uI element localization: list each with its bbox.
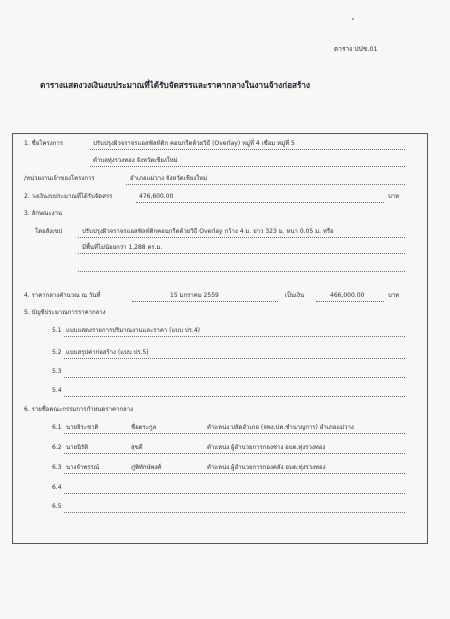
committee-num: 6.3 [52, 464, 62, 471]
median-price-date: 15 มกราคม 2559 [170, 292, 219, 299]
document-title: ตารางแสดงวงเงินงบประมาณที่ได้รับจัดสรรและราคากลางในงานจ้างก่อสร้าง [40, 80, 310, 90]
dotted-line [64, 493, 405, 494]
budget-unit: บาท [388, 193, 400, 200]
committee-num: 6.1 [52, 424, 62, 431]
committee-num: 6.2 [52, 444, 62, 451]
dotted-line [316, 301, 384, 302]
committee-last-name: สุขดี [131, 444, 143, 451]
committee-position: ตำแหน่ง ผู้อำนวยการกองคลัง อบต.ทุ่งรวงทอง [207, 464, 326, 471]
project-name-line1: ปรับปรุงผิวจราจรแอสฟัลท์ติก คอนกรีตด้วยวิธี (Overlay) หมู่ที่ 4 เชื่อม หมู่ที่ 5 [93, 140, 295, 147]
median-price-amount-label: เป็นเงิน [285, 292, 305, 299]
committee-num: 6.4 [52, 484, 62, 491]
committee-first-name: นางจำพรรณ์ [66, 464, 100, 471]
price-sources-label: 5. บัญชีประมาณการราคากลาง [24, 309, 106, 316]
project-name-line2: ตำบลทุ่งรวงทอง จังหวัดเชียงใหม่ [93, 157, 178, 164]
dotted-line [78, 253, 405, 254]
dotted-line [136, 202, 384, 203]
committee-label: 6. รายชื่อคณะกรรมการกำหนดราคากลาง [24, 406, 134, 413]
committee-first-name: นายจิระชาติ [66, 424, 99, 431]
committee-num: 6.5 [52, 503, 62, 510]
price-source-text: แบบสรุปค่าก่อสร้าง (แบบ ปร.5) [66, 349, 149, 356]
committee-position: ตำแหน่ง ปลัดอำเภอ (จพง.ปค.ชำนาญการ) อำเภอแม่วาง [207, 424, 354, 431]
price-source-num: 5.4 [52, 387, 62, 394]
dotted-line [78, 237, 405, 238]
scan-speck [352, 18, 354, 20]
dotted-line [64, 336, 405, 337]
dotted-line [90, 149, 405, 150]
dotted-line [64, 473, 405, 474]
price-source-num: 5.2 [52, 349, 62, 356]
price-source-num: 5.1 [52, 327, 62, 334]
median-price-unit: บาท [388, 292, 400, 299]
committee-last-name: ภู่พิทักษ์พงศ์ [131, 464, 162, 471]
dotted-line [64, 377, 405, 378]
characteristics-line1: ปรับปรุงผิวจราจรแอสฟัลท์ติกคอนกรีตด้วยวิธี Overlay กว้าง 4 ม. ยาว 323 ม. หนา 0.05 ม. หรือ [82, 228, 334, 235]
dotted-line [64, 433, 405, 434]
median-price-amount: 466,000.00 [330, 292, 365, 299]
agency-value: อำเภอแม่วาง จังหวัดเชียงใหม่ [130, 175, 208, 182]
budget-value: 476,600.00 [139, 193, 174, 200]
dotted-line [78, 271, 405, 272]
agency-label: /หน่วยงานเจ้าของโครงการ [24, 175, 95, 182]
project-name-label: 1. ชื่อโครงการ [24, 140, 63, 147]
median-price-label: 4. ราคากลางคำนวณ ณ วันที่ [24, 292, 101, 299]
form-code: ตาราง ปปช.01 [334, 45, 378, 53]
price-source-text: แบบแสดงรายการปริมาณงานและราคา (แบบ ปร.4) [66, 327, 200, 334]
budget-label: 2. วงเงินงบประมาณที่ได้รับจัดสรร [24, 193, 113, 200]
committee-last-name: ชื่อตระกูล [131, 424, 157, 431]
characteristics-line2: มีพื้นที่ไม่น้อยกว่า 1,288 ตร.ม. [82, 244, 163, 251]
committee-position: ตำแหน่ง ผู้อำนวยการกองช่าง อบต.ทุ่งรวงทอง [207, 444, 326, 451]
dotted-line [90, 166, 405, 167]
dotted-line [64, 453, 405, 454]
dotted-line [64, 358, 405, 359]
dotted-line [64, 396, 405, 397]
price-source-num: 5.3 [52, 368, 62, 375]
committee-first-name: นายนิรัติ [66, 444, 89, 451]
dotted-line [126, 184, 405, 185]
dotted-line [64, 512, 405, 513]
dotted-line [132, 301, 278, 302]
characteristics-label: 3. ลักษณะงาน [24, 210, 63, 217]
characteristics-sublabel: โดยสังเขป [35, 228, 63, 235]
